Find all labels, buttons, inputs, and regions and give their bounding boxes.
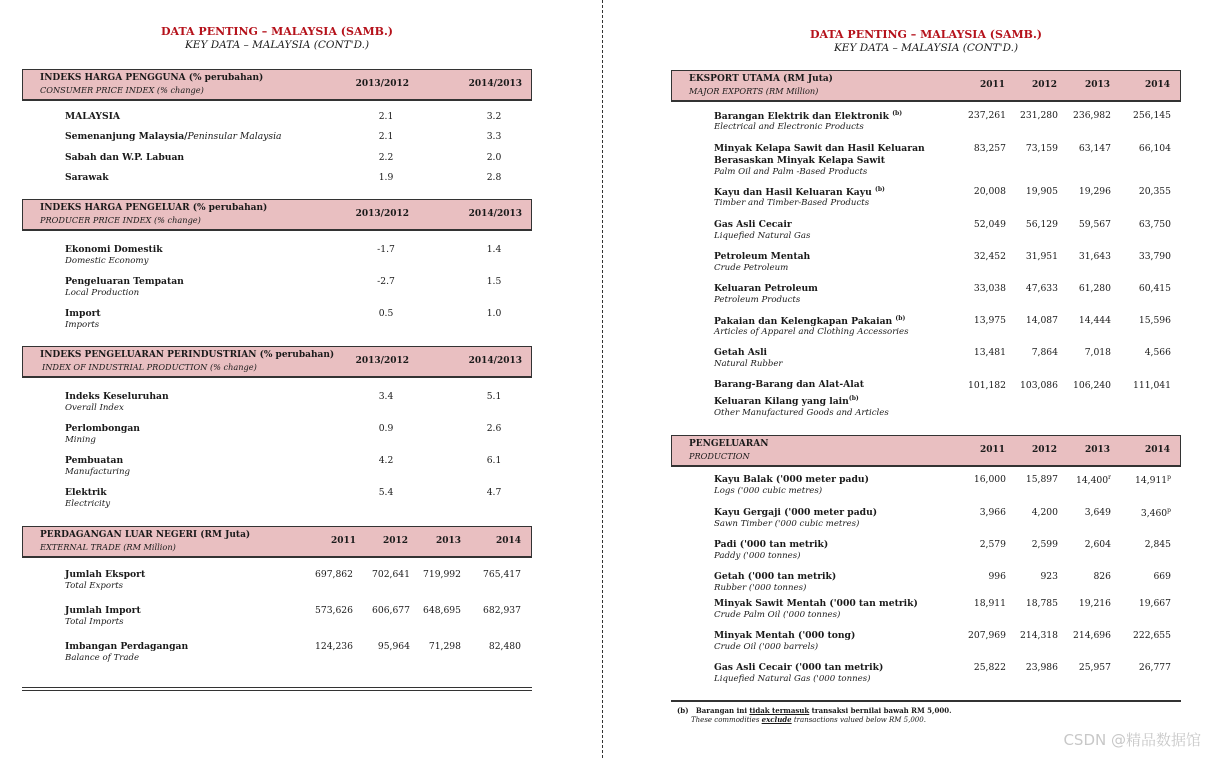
- row-label-ms: Pengeluaran Tempatan: [65, 276, 184, 287]
- value: 7,018: [1084, 347, 1111, 358]
- row-label: Sarawak: [65, 172, 109, 183]
- value: 2.0: [486, 152, 502, 163]
- value: 4.2: [378, 455, 394, 466]
- value: 6.1: [486, 455, 502, 466]
- value: 73,159: [1025, 143, 1058, 154]
- value: 5.4: [378, 487, 394, 498]
- value: 702,641: [372, 569, 410, 580]
- ppi-header-en: PRODUCER PRICE INDEX (% change): [40, 215, 201, 225]
- exports-col-3: 2013: [1084, 80, 1110, 90]
- cpi-header-en: CONSUMER PRICE INDEX (% change): [40, 85, 204, 95]
- ipi-header: [22, 346, 532, 378]
- row-label-en: Local Production: [65, 288, 140, 298]
- value: 31,951: [1025, 251, 1058, 262]
- value: 1.0: [486, 308, 502, 319]
- row-label-ms: Jumlah Import: [65, 605, 141, 616]
- value: 697,862: [315, 569, 353, 580]
- left-title: DATA PENTING – MALAYSIA (SAMB.): [161, 25, 393, 38]
- value: 25,822: [973, 662, 1006, 673]
- value: 2.1: [378, 131, 394, 142]
- row-label: MALAYSIA: [65, 111, 121, 122]
- table-row: [22, 276, 532, 302]
- table-row: [671, 143, 1181, 179]
- page-divider: [602, 0, 603, 758]
- value: 606,677: [372, 605, 410, 616]
- row-label-en: Timber and Timber-Based Products: [714, 198, 870, 208]
- row-label-en: Liquefied Natural Gas ('000 tonnes): [714, 674, 871, 684]
- value: 14,400$^r$: [1075, 474, 1111, 487]
- row-label-ms: Imbangan Perdagangan: [65, 641, 189, 652]
- value: 14,911$^p$: [1135, 474, 1171, 487]
- value: 2,604: [1084, 539, 1111, 550]
- table-row: [671, 283, 1181, 309]
- value: 19,667: [1138, 598, 1171, 609]
- table-row: [22, 641, 532, 667]
- row-label-ms: Pembuatan: [65, 455, 124, 466]
- production-col-1: 2011: [979, 445, 1005, 455]
- row-label-ms: Minyak Mentah ('000 tong): [714, 630, 856, 641]
- table-row: [22, 487, 532, 513]
- row-label-ms: Indeks Keseluruhan: [65, 391, 169, 402]
- exports-header: [671, 70, 1181, 102]
- row-label-ms: Barang-Barang dan Alat-Alat: [714, 379, 864, 390]
- row-label: Sabah dan W.P. Labuan: [65, 152, 185, 163]
- value: 4,566: [1144, 347, 1171, 358]
- value: 765,417: [483, 569, 521, 580]
- value: -1.7: [377, 244, 395, 255]
- value: 2.2: [378, 152, 394, 163]
- trade-col-3: 2013: [435, 536, 461, 546]
- row-label-en: Other Manufactured Goods and Articles: [714, 408, 889, 418]
- footnote-ms: (b) Barangan ini tidak termasuk transaksi bernilai bawah RM 5,000.: [677, 706, 952, 715]
- value: 20,355: [1138, 186, 1171, 197]
- value: 1.9: [378, 172, 394, 183]
- value: 63,147: [1078, 143, 1111, 154]
- exports-col-2: 2012: [1031, 80, 1057, 90]
- row-label-en: Rubber ('000 tonnes): [714, 583, 807, 593]
- table-row: [671, 251, 1181, 277]
- table-row: [671, 474, 1181, 500]
- exports-header-en: MAJOR EXPORTS (RM Million): [689, 86, 819, 96]
- row-label-ms: Kayu Balak ('000 meter padu): [714, 474, 869, 485]
- value: 23,986: [1025, 662, 1058, 673]
- value: 31,643: [1078, 251, 1111, 262]
- trade-col-2: 2012: [382, 536, 408, 546]
- value: 14,087: [1025, 315, 1058, 326]
- value: 19,905: [1025, 186, 1058, 197]
- value: 719,992: [423, 569, 461, 580]
- value: 15,596: [1138, 315, 1171, 326]
- value: 3.4: [378, 391, 394, 402]
- value: 15,897: [1025, 474, 1058, 485]
- value: 682,937: [483, 605, 521, 616]
- value: 236,982: [1073, 110, 1111, 121]
- table-row: [671, 571, 1181, 597]
- value: 5.1: [486, 391, 502, 402]
- value: 83,257: [973, 143, 1006, 154]
- row-label-en: Manufacturing: [65, 467, 130, 477]
- row-label-ms: Barangan Elektrik dan Elektronik $^{(b)}$: [714, 110, 903, 123]
- ipi-col-1: 2013/2012: [355, 356, 409, 366]
- ipi-header-en: INDEX OF INDUSTRIAL PRODUCTION (% change): [42, 362, 257, 372]
- row-label-ms: Minyak Sawit Mentah ('000 tan metrik): [714, 598, 918, 609]
- value: 214,696: [1073, 630, 1111, 641]
- footnote-en: These commodities exclude transactions valued below RM 5,000.: [691, 715, 926, 724]
- value: 111,041: [1133, 380, 1171, 391]
- value: 207,969: [968, 630, 1006, 641]
- value: 33,038: [973, 283, 1006, 294]
- table-row: [671, 315, 1181, 341]
- right-title: DATA PENTING – MALAYSIA (SAMB.): [810, 28, 1042, 41]
- row-label-en: Electricity: [65, 499, 111, 509]
- table-row: [671, 507, 1181, 533]
- row-label-en: Mining: [65, 435, 96, 445]
- table-row: [22, 455, 532, 481]
- row-label-en: Balance of Trade: [65, 653, 140, 663]
- ipi-col-2: 2014/2013: [468, 356, 522, 366]
- row-label-ms: Perlombongan: [65, 423, 140, 434]
- row-label-en: Palm Oil and Palm -Based Products: [714, 167, 868, 177]
- value: 95,964: [377, 641, 410, 652]
- row-label-ms: Getah Asli: [714, 347, 768, 358]
- production-header-en: PRODUCTION: [689, 451, 750, 461]
- production-col-4: 2014: [1144, 445, 1170, 455]
- value: 214,318: [1020, 630, 1058, 641]
- row-label-en: Crude Petroleum: [714, 263, 789, 273]
- value: 56,129: [1025, 219, 1058, 230]
- value: 4,200: [1031, 507, 1058, 518]
- trade-col-4: 2014: [495, 536, 521, 546]
- row-label-en: Logs ('000 cubic metres): [714, 486, 823, 496]
- value: 1.4: [486, 244, 502, 255]
- table-row: [671, 110, 1181, 136]
- table-row: [22, 391, 532, 417]
- production-header-ms: PENGELUARAN: [689, 439, 769, 449]
- row-label-ms: Ekonomi Domestik: [65, 244, 163, 255]
- value: 3.3: [486, 131, 502, 142]
- value: 3,460$^p$: [1140, 507, 1171, 520]
- value: 2,599: [1031, 539, 1058, 550]
- row-label-ms-line2: Keluaran Kilang yang lain$^{(b)}$: [714, 395, 859, 408]
- value: 61,280: [1078, 283, 1111, 294]
- value: 59,567: [1078, 219, 1111, 230]
- value: 996: [988, 571, 1006, 582]
- ppi-col-1: 2013/2012: [355, 209, 409, 219]
- value: 7,864: [1031, 347, 1058, 358]
- trade-header-ms: PERDAGANGAN LUAR NEGERI (RM Juta): [40, 530, 251, 540]
- row-label-ms: Elektrik: [65, 487, 107, 498]
- row-label: Semenanjung Malaysia/Peninsular Malaysia: [65, 131, 282, 142]
- value: 1.5: [486, 276, 502, 287]
- value: 237,261: [968, 110, 1006, 121]
- row-label-en: Imports: [65, 320, 100, 330]
- footnote-rule: [671, 700, 1181, 702]
- table-row: [22, 423, 532, 449]
- ppi-col-2: 2014/2013: [468, 209, 522, 219]
- value: 18,785: [1025, 598, 1058, 609]
- ppi-header-ms: INDEKS HARGA PENGELUAR (% perubahan): [40, 203, 268, 213]
- value: 648,695: [423, 605, 461, 616]
- value: 124,236: [315, 641, 353, 652]
- value: 63,750: [1138, 219, 1171, 230]
- value: 101,182: [968, 380, 1006, 391]
- table-row: [671, 598, 1181, 624]
- value: 13,975: [973, 315, 1006, 326]
- trade-col-1: 2011: [330, 536, 356, 546]
- row-label-ms-line2: Berasaskan Minyak Kelapa Sawit: [714, 155, 885, 166]
- value: 18,911: [973, 598, 1006, 609]
- table-row: [671, 379, 1181, 423]
- row-label-ms: Gas Asli Cecair ('000 tan metrik): [714, 662, 884, 673]
- row-label-ms: Jumlah Eksport: [65, 569, 146, 580]
- table-row: [671, 662, 1181, 688]
- bottom-rule: [22, 690, 532, 691]
- row-label-en: Total Exports: [65, 581, 124, 591]
- value: 669: [1153, 571, 1171, 582]
- value: 256,145: [1133, 110, 1171, 121]
- cpi-header-ms: INDEKS HARGA PENGGUNA (% perubahan): [40, 73, 264, 83]
- table-row: [22, 244, 532, 270]
- row-label-en: Domestic Economy: [65, 256, 149, 266]
- bottom-rule: [22, 687, 532, 688]
- watermark: CSDN @精品数据馆: [1063, 731, 1201, 749]
- row-label-ms: Petroleum Mentah: [714, 251, 811, 262]
- exports-header-ms: EKSPORT UTAMA (RM Juta): [689, 74, 833, 84]
- exports-col-4: 2014: [1144, 80, 1170, 90]
- row-label-en: Natural Rubber: [714, 359, 783, 369]
- cpi-col-1: 2013/2012: [355, 79, 409, 89]
- value: 0.9: [378, 423, 394, 434]
- row-label-ms: Getah ('000 tan metrik): [714, 571, 837, 582]
- row-label-en: Articles of Apparel and Clothing Accessories: [714, 327, 909, 337]
- value: 222,655: [1133, 630, 1171, 641]
- row-label-en: Paddy ('000 tonnes): [714, 551, 801, 561]
- row-label-en: Liquefied Natural Gas: [714, 231, 811, 241]
- table-row: [22, 605, 532, 631]
- value: 573,626: [315, 605, 353, 616]
- value: 106,240: [1073, 380, 1111, 391]
- value: 4.7: [486, 487, 502, 498]
- value: 3,649: [1084, 507, 1111, 518]
- trade-header: [22, 526, 532, 558]
- value: 20,008: [973, 186, 1006, 197]
- value: 47,633: [1025, 283, 1058, 294]
- row-label-ms: Pakaian dan Kelengkapan Pakaian $^{(b)}$: [714, 315, 906, 328]
- value: 2,579: [979, 539, 1006, 550]
- table-row: [671, 186, 1181, 212]
- row-label-ms: Import: [65, 308, 101, 319]
- value: 26,777: [1138, 662, 1171, 673]
- row-label-ms: Minyak Kelapa Sawit dan Hasil Keluaran: [714, 143, 925, 154]
- value: 231,280: [1020, 110, 1058, 121]
- row-label-en: Petroleum Products: [714, 295, 801, 305]
- value: 13,481: [973, 347, 1006, 358]
- row-label-ms: Padi ('000 tan metrik): [714, 539, 829, 550]
- value: 3,966: [979, 507, 1006, 518]
- value: 71,298: [428, 641, 461, 652]
- row-label-en: Total Imports: [65, 617, 124, 627]
- value: 2.6: [486, 423, 502, 434]
- value: 14,444: [1078, 315, 1111, 326]
- value: 82,480: [488, 641, 521, 652]
- value: 2.1: [378, 111, 394, 122]
- production-header: [671, 435, 1181, 467]
- production-col-3: 2013: [1084, 445, 1110, 455]
- value: 19,296: [1078, 186, 1111, 197]
- value: 25,957: [1078, 662, 1111, 673]
- row-label-ms: Kayu dan Hasil Keluaran Kayu $^{(b)}$: [714, 186, 885, 199]
- row-label-ms: Gas Asli Cecair: [714, 219, 792, 230]
- value: 2,845: [1144, 539, 1171, 550]
- table-row: [671, 219, 1181, 245]
- value: 32,452: [973, 251, 1006, 262]
- value: 0.5: [378, 308, 394, 319]
- left-subtitle: KEY DATA – MALAYSIA (CONT'D.): [184, 39, 370, 51]
- value: 3.2: [486, 111, 502, 122]
- table-row: [671, 347, 1181, 373]
- row-label-en: Overall Index: [65, 403, 124, 413]
- value: 33,790: [1138, 251, 1171, 262]
- trade-header-en: EXTERNAL TRADE (RM Million): [40, 542, 176, 552]
- value: 826: [1093, 571, 1111, 582]
- table-row: [22, 172, 532, 198]
- row-label-ms: Keluaran Petroleum: [714, 283, 818, 294]
- cpi-header: [22, 69, 532, 101]
- value: 2.8: [486, 172, 502, 183]
- value: 66,104: [1138, 143, 1171, 154]
- ppi-header: [22, 199, 532, 231]
- value: 923: [1040, 571, 1058, 582]
- row-label-en: Crude Palm Oil ('000 tonnes): [714, 610, 841, 620]
- row-label-en: Electrical and Electronic Products: [714, 122, 864, 132]
- table-row: [22, 569, 532, 595]
- table-row: [671, 539, 1181, 565]
- right-subtitle: KEY DATA – MALAYSIA (CONT'D.): [833, 42, 1019, 54]
- value: -2.7: [377, 276, 395, 287]
- cpi-col-2: 2014/2013: [468, 79, 522, 89]
- value: 19,216: [1078, 598, 1111, 609]
- value: 103,086: [1020, 380, 1058, 391]
- value: 60,415: [1138, 283, 1171, 294]
- production-col-2: 2012: [1031, 445, 1057, 455]
- ipi-header-ms: INDEKS PENGELUARAN PERINDUSTRIAN (% perubahan): [40, 350, 335, 360]
- table-row: [22, 308, 532, 334]
- row-label-en: Crude Oil ('000 barrels): [714, 642, 819, 652]
- exports-col-1: 2011: [979, 80, 1005, 90]
- row-label-ms: Kayu Gergaji ('000 meter padu): [714, 507, 878, 518]
- value: 52,049: [973, 219, 1006, 230]
- table-row: [671, 630, 1181, 656]
- row-label-en: Sawn Timber ('000 cubic metres): [714, 519, 860, 529]
- value: 16,000: [973, 474, 1006, 485]
